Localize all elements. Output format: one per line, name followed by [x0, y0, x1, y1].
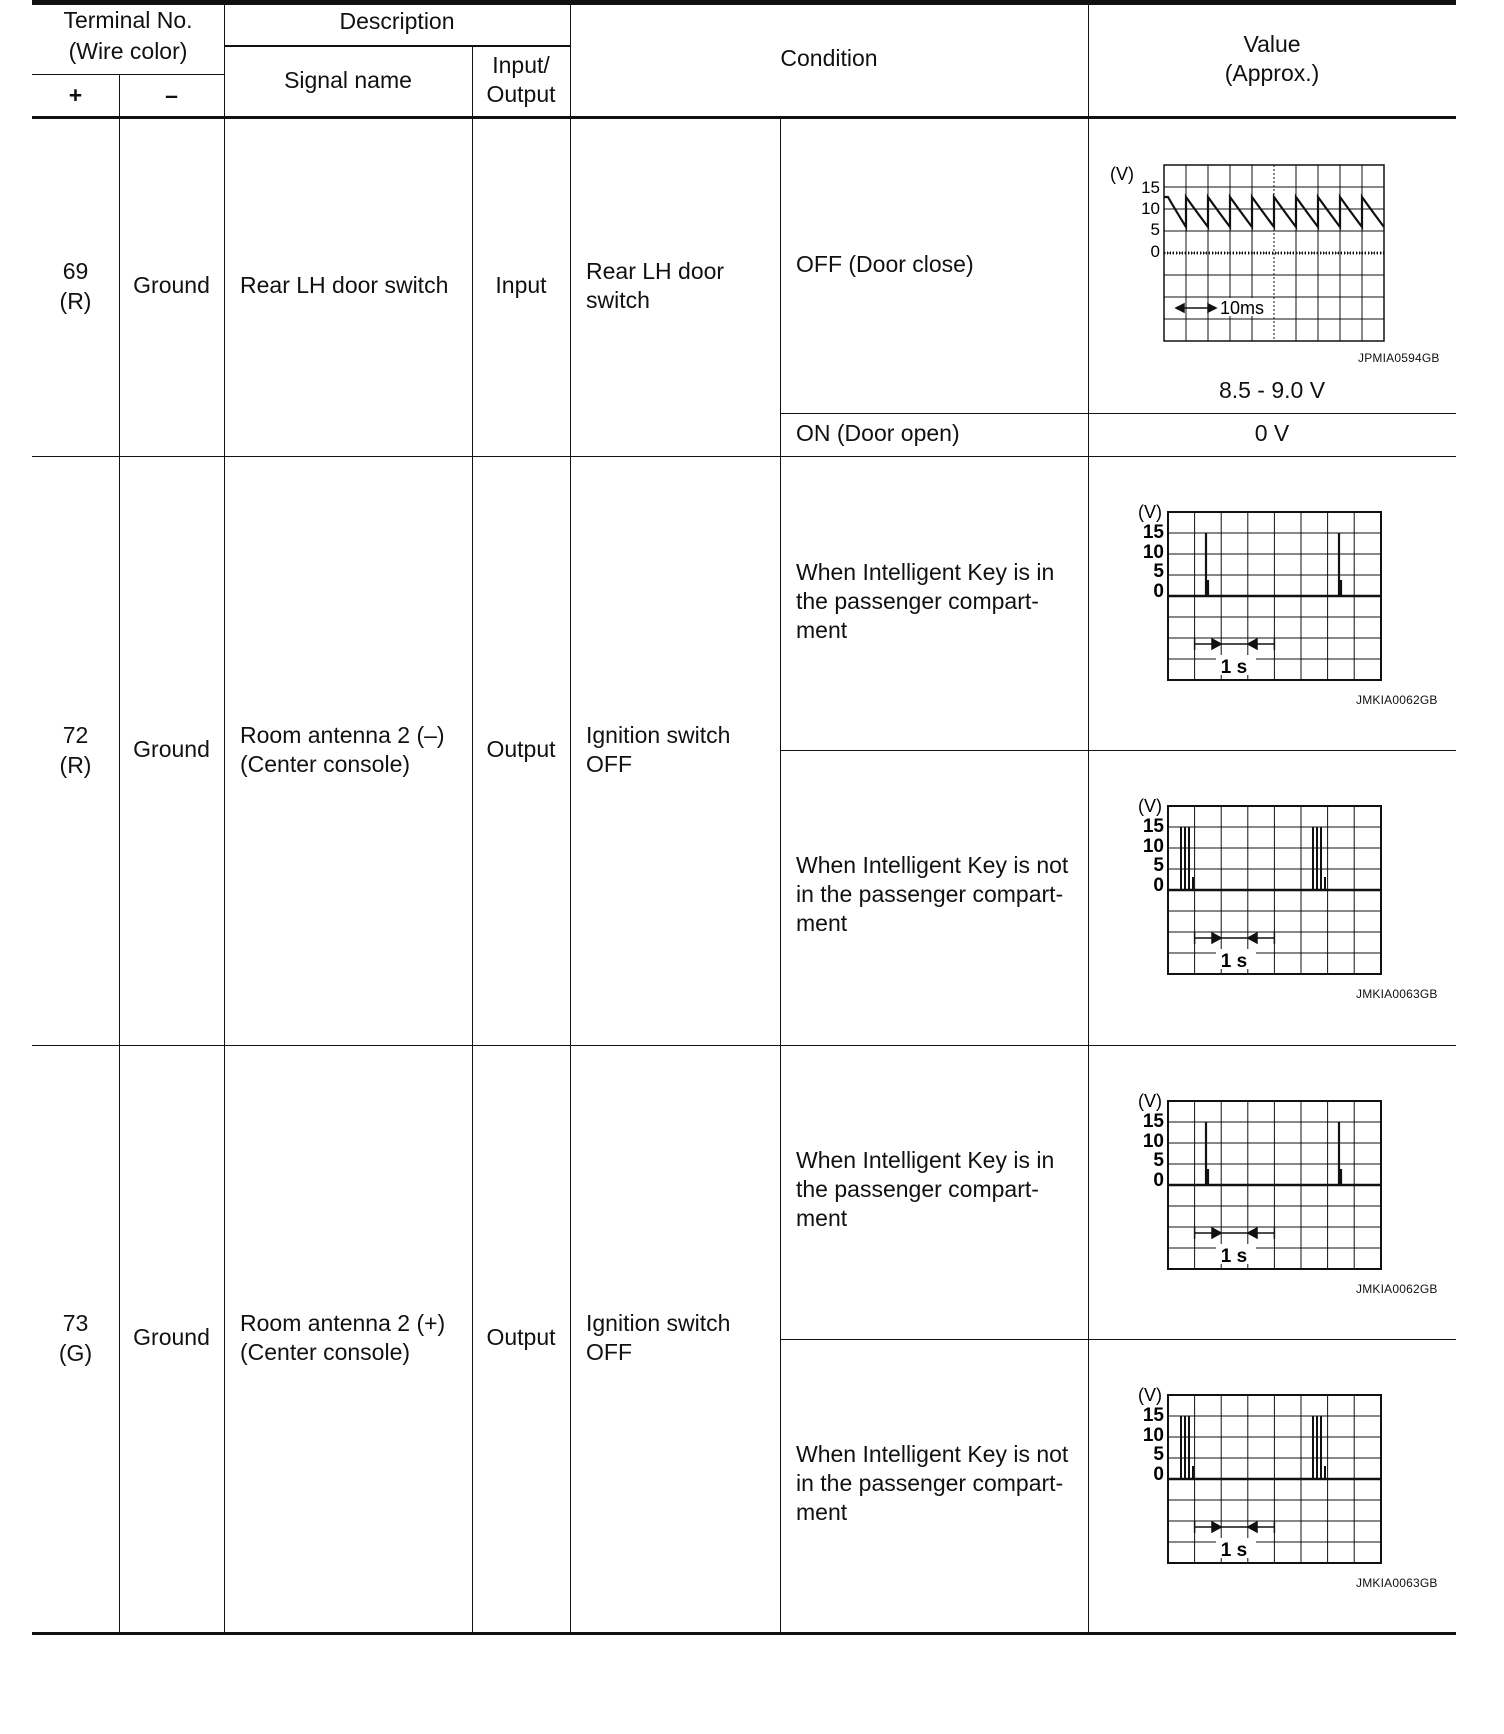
graph-unit: (V) — [1138, 1385, 1162, 1405]
y-tick-label: 0 — [1153, 1464, 1164, 1485]
y-tick-label: 5 — [1150, 220, 1160, 239]
graph-unit: (V) — [1138, 796, 1162, 816]
condition-main: OFF — [586, 751, 632, 777]
signal-name: Rear LH door switch — [240, 272, 449, 298]
ground-terminal: Ground — [133, 736, 210, 762]
y-tick-label: 15 — [1142, 522, 1164, 543]
time-scale-marker — [1176, 304, 1216, 312]
header-minus: – — [165, 82, 178, 108]
header-value-line2: (Approx.) — [1224, 60, 1320, 86]
condition-sub: When Intelligent Key is in — [796, 1147, 1055, 1173]
condition-sub: ment — [796, 1205, 848, 1231]
key-not-in-compartment-waveform-graph — [1128, 1381, 1388, 1566]
condition-main: Rear LH door — [586, 258, 725, 284]
y-tick-label: 10 — [1142, 1131, 1164, 1152]
graph-code: JMKIA0063GB — [1356, 1576, 1438, 1590]
condition-sub: When Intelligent Key is not — [796, 1441, 1069, 1467]
graph-code: JPMIA0594GB — [1358, 351, 1440, 365]
graph-unit: (V) — [1138, 1091, 1162, 1111]
ground-terminal: Ground — [133, 1324, 210, 1350]
signal-name: Room antenna 2 (–) — [240, 722, 445, 748]
graph-unit: (V) — [1138, 502, 1162, 522]
header-terminal-no: Terminal No. — [63, 7, 193, 33]
y-tick-label: 15 — [1142, 1111, 1164, 1132]
pulse-waveform — [1206, 533, 1341, 596]
condition-main: Ignition switch — [586, 1310, 731, 1336]
condition-sub: in the passenger compart- — [796, 1470, 1064, 1496]
y-tick-label: 5 — [1153, 561, 1164, 582]
door-switch-waveform-graph — [1104, 155, 1394, 345]
wire-color: (R) — [59, 288, 92, 314]
pulse-burst-waveform — [1181, 827, 1325, 890]
time-scale-marker — [1195, 1521, 1275, 1533]
y-tick-label: 0 — [1153, 875, 1164, 896]
y-tick-label: 15 — [1142, 1405, 1164, 1426]
time-scale-label: 1 s — [1220, 1540, 1248, 1561]
y-tick-label: 15 — [1141, 178, 1160, 197]
input-output: Input — [495, 272, 547, 298]
condition-main: Ignition switch — [586, 722, 731, 748]
signal-name: (Center console) — [240, 1339, 411, 1365]
time-scale-marker — [1195, 932, 1275, 944]
ground-terminal: Ground — [133, 272, 210, 298]
sawtooth-waveform — [1164, 197, 1384, 227]
time-scale-label: 10ms — [1220, 298, 1265, 318]
y-tick-label: 5 — [1153, 1444, 1164, 1465]
condition-sub: When Intelligent Key is in — [796, 559, 1055, 585]
input-output: Output — [486, 1324, 556, 1350]
condition-sub: ment — [796, 910, 848, 936]
y-tick-label: 10 — [1142, 542, 1164, 563]
header-input-output-line1: Input/ — [492, 52, 550, 78]
terminal-number: 69 — [62, 258, 89, 284]
y-tick-label: 10 — [1141, 199, 1160, 218]
condition-sub: the passenger compart- — [796, 1176, 1039, 1202]
pulse-waveform — [1206, 1122, 1341, 1185]
wire-color: (R) — [59, 752, 92, 778]
condition-sub: ment — [796, 1499, 848, 1525]
condition-main: OFF — [586, 1339, 632, 1365]
header-plus: + — [68, 82, 83, 108]
condition-sub: ment — [796, 617, 848, 643]
header-wire-color: (Wire color) — [68, 38, 188, 64]
condition-sub: the passenger compart- — [796, 588, 1039, 614]
terminal-number: 73 — [62, 1310, 89, 1336]
y-tick-label: 15 — [1142, 816, 1164, 837]
condition-sub: in the passenger compart- — [796, 881, 1064, 907]
signal-name: Room antenna 2 (+) — [240, 1310, 446, 1336]
time-scale-marker — [1195, 638, 1275, 650]
graph-code: JMKIA0063GB — [1356, 987, 1438, 1001]
signal-name: (Center console) — [240, 751, 411, 777]
condition-sub: OFF (Door close) — [796, 251, 974, 277]
key-in-compartment-waveform-graph — [1128, 498, 1388, 683]
condition-sub: ON (Door open) — [796, 420, 960, 446]
condition-main: switch — [586, 287, 650, 313]
key-in-compartment-waveform-graph — [1128, 1087, 1388, 1272]
y-tick-label: 10 — [1142, 1425, 1164, 1446]
header-value-line1: Value — [1243, 31, 1301, 57]
key-not-in-compartment-waveform-graph — [1128, 792, 1388, 977]
y-tick-label: 0 — [1153, 1170, 1164, 1191]
input-output: Output — [486, 736, 556, 762]
graph-code: JMKIA0062GB — [1356, 1282, 1438, 1296]
y-tick-label: 10 — [1142, 836, 1164, 857]
y-tick-label: 0 — [1150, 242, 1160, 261]
y-tick-label: 5 — [1153, 855, 1164, 876]
terminal-number: 72 — [62, 722, 89, 748]
header-input-output-line2: Output — [486, 81, 556, 107]
y-tick-label: 0 — [1153, 581, 1164, 602]
condition-sub: When Intelligent Key is not — [796, 852, 1069, 878]
value-text: 8.5 - 9.0 V — [1218, 377, 1326, 403]
header-description: Description — [339, 8, 455, 34]
time-scale-label: 1 s — [1220, 951, 1248, 972]
time-scale-label: 1 s — [1220, 657, 1248, 678]
time-scale-marker — [1195, 1227, 1275, 1239]
pulse-burst-waveform — [1181, 1416, 1325, 1479]
graph-code: JMKIA0062GB — [1356, 693, 1438, 707]
value-text: 0 V — [1254, 420, 1290, 446]
header-condition: Condition — [780, 45, 878, 71]
wire-color: (G) — [58, 1340, 93, 1366]
header-signal-name: Signal name — [284, 67, 412, 93]
time-scale-label: 1 s — [1220, 1246, 1248, 1267]
y-tick-label: 5 — [1153, 1150, 1164, 1171]
graph-unit: (V) — [1110, 164, 1134, 184]
